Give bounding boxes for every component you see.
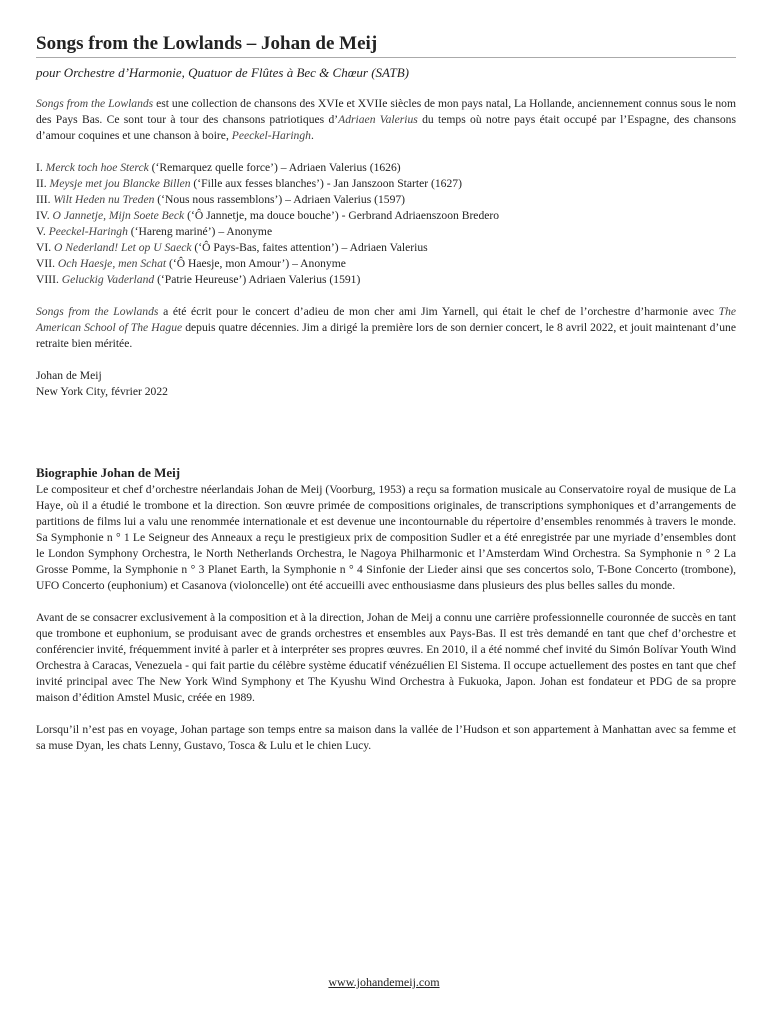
bio-paragraph: Avant de se consacrer exclusivement à la composition et à la direction, Johan de Meij a connu une carrière professionnelle couronnée de succès en tant que trombone et euphonium, se produisant avec de grands orchestres et ensembles aux Pays-Bas. Il est très demandé en tant que chef d’orchestre et conférencier invité, fréquemment invité à parler et à interpréter ses propres œuvres. En 2010, il a été nommé chef invité du Simón Bolívar Youth Wind Orchestra à Caracas, Venezuela - qui fait partie du célèbre système éducatif vénézuélien El Sistema. Il occupe actuellement des postes en tant que chef invité principal avec The New York Wind Symphony et The Kyushu Wind Orchestra à Fukuoka, Japon. Johan est fondateur et PDG de sa propre maison d’édition Amstel Music, créée en 1989. <box>36 611 736 704</box>
movement-title: Geluckig Vaderland <box>61 273 155 286</box>
signature-place-date: New York City, février 2022 <box>36 385 168 398</box>
movement-item <box>36 208 736 224</box>
dedication-paragraph <box>36 304 736 352</box>
subtitle: pour Orchestre d’Harmonie, Quatuor de Flûtes à Bec & Chœur (SATB) <box>36 65 409 80</box>
movement-details: (‘Hareng mariné’) – Anonyme <box>127 225 273 238</box>
movement-item <box>36 192 736 208</box>
movement-number: V. <box>36 225 49 238</box>
movement-title: Peeckel-Haringh <box>48 225 128 238</box>
movement-item <box>36 256 736 272</box>
movement-details: (‘Ô Jannetje, ma douce bouche’) - Gerbrand Adriaenszoon Bredero <box>184 209 500 222</box>
bio-section <box>36 482 736 754</box>
page-title: Songs from the Lowlands – Johan de Meij <box>36 32 736 58</box>
intro-paragraph <box>36 96 736 144</box>
signature-name: Johan de Meij <box>36 369 102 382</box>
work-title: Songs from the Lowlands <box>36 305 159 318</box>
footer <box>0 975 768 990</box>
movement-title: Merck toch hoe Sterck <box>45 161 149 174</box>
movement-details: (‘Ô Haesje, mon Amour’) – Anonyme <box>166 257 346 270</box>
movement-details: (‘Patrie Heureuse’) Adriaen Valerius (1591) <box>154 273 361 286</box>
composer-name: Adriaen Valerius <box>338 113 418 126</box>
text: a été écrit pour le concert d’adieu de mon cher ami Jim Yarnell, qui était le chef de l’orchestre d’harmonie avec <box>158 305 719 318</box>
movement-number: III. <box>36 193 54 206</box>
text: est une collection de chansons des XVIe et XVIIe siècles de mon pays natal, La Hollande, anciennement connus sous le nom des Pays Bas. Ce sont tour à tour des chansons patriotiques d’ <box>36 97 736 126</box>
bio-paragraph: Lorsqu’il n’est pas en voyage, Johan partage son temps entre sa maison dans la vallée de l’Hudson et son appartement à Manhattan avec sa femme et sa muse Dyan, les chats Lenny, Gustavo, Tosca & Lulu et le chien Lucy. <box>36 723 736 752</box>
signature <box>36 368 736 400</box>
movement-details: (‘Nous nous rassemblons’) – Adriaen Valerius (1597) <box>154 193 406 206</box>
bio-heading: Biographie Johan de Meij <box>36 465 181 480</box>
movement-number: IV. <box>36 209 53 222</box>
movement-title: O Jannetje, Mijn Soete Beck <box>52 209 185 222</box>
movement-item <box>36 176 736 192</box>
song-title: Peeckel-Haringh <box>231 129 311 142</box>
movement-number: VII. <box>36 257 58 270</box>
movement-title: Meysje met jou Blancke Billen <box>49 177 191 190</box>
school-name: The American School of The Hague <box>36 305 737 334</box>
movement-list <box>36 160 736 288</box>
movement-details: (‘Fille aux fesses blanches’) - Jan Janszoon Starter (1627) <box>190 177 462 190</box>
movement-item <box>36 240 736 256</box>
movement-item <box>36 272 736 288</box>
website-link[interactable]: www.johandemeij.com <box>328 975 440 989</box>
movement-number: II. <box>36 177 50 190</box>
bio-paragraph: Le compositeur et chef d’orchestre néerlandais Johan de Meij (Voorburg, 1953) a reçu sa formation musicale au Conservatoire royal de musique de La Haye, où il a étudié le trombone et la direction. Son œuvre primée de compositions originales, de transcriptions symphoniques et d’arrangements de partitions de films lui a valu une renommée internationale et est devenue une incontournable du répertoire d’ensembles renommés à travers le monde. Sa Symphonie n ° 1 Le Seigneur des Anneaux a reçu le prestigieux prix de composition Sudler et a été enregistrée par une myriade d’ensembles dont le London Symphony Orchestra, le North Netherlands Orchestra, le Nagoya Philharmonic et l’Amsterdam Wind Orchestra. Sa Symphonie n ° 2 La Grosse Pomme, la Symphonie n ° 3 Planet Earth, la Symphonie n ° 4 Sinfonie der Lieder ainsi que ses concertos solo, T-Bone Concerto (trombone), UFO Concerto (euphonium) et Casanova (violoncelle) ont été accueilli avec enthousiasme dans plusieurs des plus belles salles du monde. <box>36 483 736 592</box>
work-title: Songs from the Lowlands <box>36 97 154 110</box>
movement-number: I. <box>36 161 46 174</box>
movement-title: Och Haesje, men Schat <box>57 257 167 270</box>
movement-item <box>36 160 736 176</box>
movement-title: O Nederland! Let op U Saeck <box>54 241 192 254</box>
text: du temps où notre pays était occupé par l’Espagne, des chansons d’amour coquines et une chanson à boire, <box>36 113 736 142</box>
movement-number: VIII. <box>36 273 62 286</box>
movement-number: VI. <box>36 241 55 254</box>
movement-details: (‘Ô Pays-Bas, faites attention’) – Adriaen Valerius <box>191 241 428 254</box>
document-page <box>36 32 736 754</box>
movement-item <box>36 224 736 240</box>
movement-title: Wilt Heden nu Treden <box>53 193 155 206</box>
text: depuis quatre décennies. Jim a dirigé la première lors de son dernier concert, le 8 avril 2022, et jouit maintenant d’une retraite bien méritée. <box>36 321 736 350</box>
text: . <box>310 129 314 142</box>
movement-details: (‘Remarquez quelle force’) – Adriaen Valerius (1626) <box>148 161 401 174</box>
